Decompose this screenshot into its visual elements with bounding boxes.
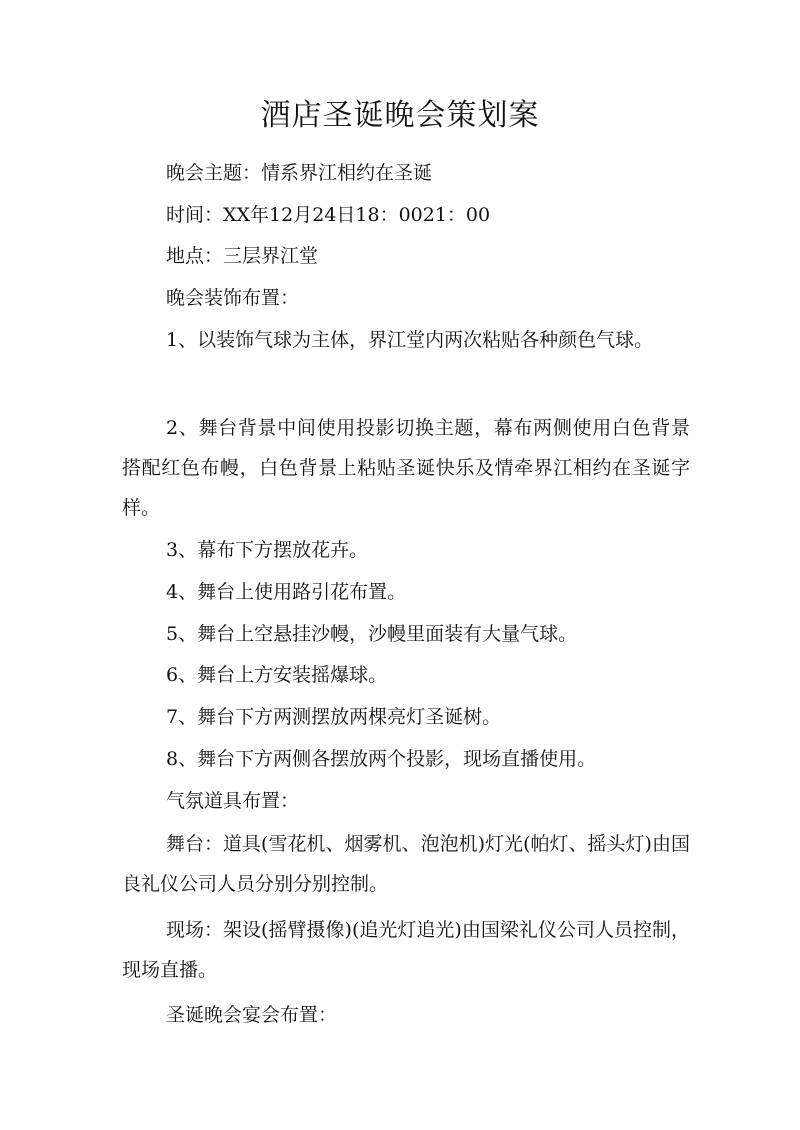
paragraph-item-5: 5、舞台上空悬挂沙幔，沙幔里面装有大量气球。 (166, 623, 578, 645)
paragraph-theme: 晚会主题：情系界江相约在圣诞 (166, 162, 433, 184)
paragraph-item-7: 7、舞台下方两测摆放两棵亮灯圣诞树。 (166, 706, 502, 728)
paragraph-item-1: 1、以装饰气球为主体，界江堂内两次粘贴各种颜色气球。 (166, 329, 654, 351)
paragraph-item-8: 8、舞台下方两侧各摆放两个投影，现场直播使用。 (166, 748, 597, 770)
paragraph-location: 地点：三层界江堂 (166, 245, 319, 267)
document-title: 酒店圣诞晚会策划案 (260, 98, 540, 133)
paragraph-item-2: 2、舞台背景中间使用投影切换主题，幕布两侧使用白色背景搭配红色布幔，白色背景上粘贴圣诞快乐及情牵界江相约在圣诞字样。 (122, 417, 690, 519)
paragraph-item-3: 3、幕布下方摆放花卉。 (166, 539, 369, 561)
paragraph-atmosphere-heading: 气氛道具布置： (166, 790, 300, 812)
paragraph-decoration-heading: 晚会装饰布置： (166, 287, 300, 309)
paragraph-venue: 现场：架设(摇臂摄像)(追光灯追光)由国梁礼仪公司人员控制，现场直播。 (122, 919, 690, 981)
paragraph-time: 时间：XX年12月24日18：0021：00 (166, 204, 491, 226)
paragraph-banquet-heading: 圣诞晚会宴会布置： (166, 1004, 338, 1026)
paragraph-item-4: 4、舞台上使用路引花布置。 (166, 581, 407, 603)
paragraph-stage: 舞台：道具(雪花机、烟雾机、泡泡机)灯光(帕灯、摇头灯)由国良礼仪公司人员分别分别控制。 (122, 833, 690, 895)
paragraph-item-6: 6、舞台上方安装摇爆球。 (166, 664, 388, 686)
